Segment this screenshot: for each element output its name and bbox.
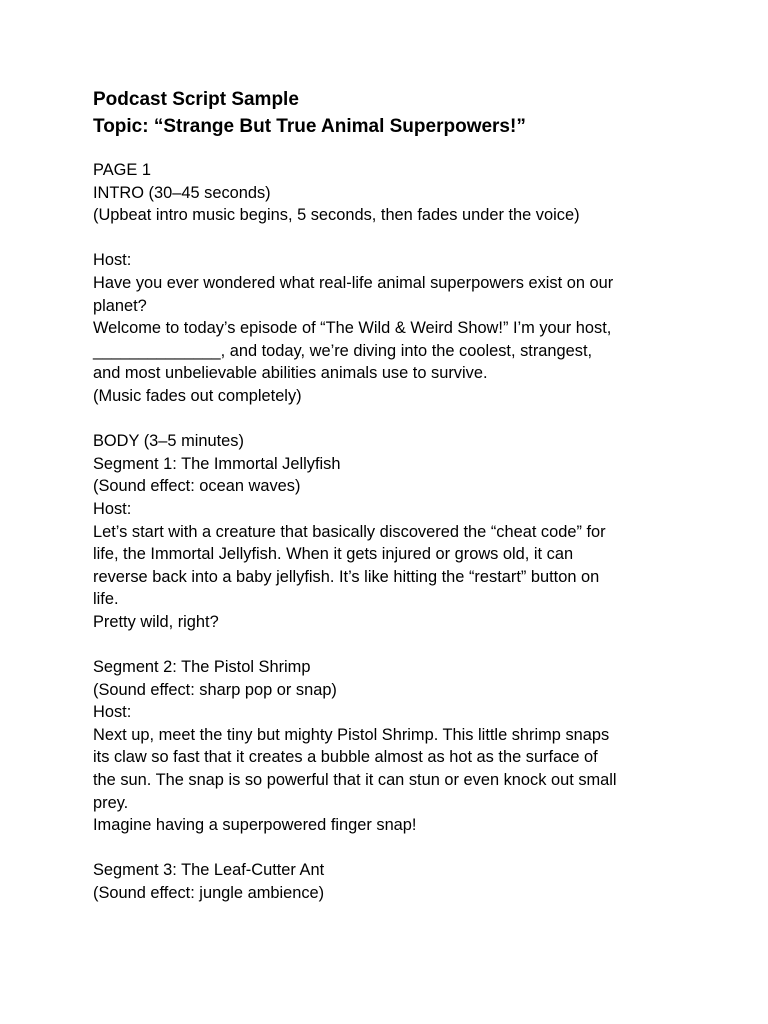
segment1-text: Let’s start with a creature that basically discovered the “cheat code” for life, the Immortal Jellyfish. When it gets injured or grows old, it can reverse back into a baby jellyfish. It’s like hitting the “restart” button on life. [93, 522, 606, 609]
music-out-note: (Music fades out completely) [93, 386, 302, 405]
page-label: PAGE 1 [93, 161, 151, 179]
body-heading: BODY (3–5 minutes) [93, 432, 244, 451]
spacer [93, 408, 693, 431]
segment2-closer: Imagine having a superpowered finger snap! [93, 816, 417, 835]
segment1-host-label: Host: [93, 499, 132, 518]
spacer [93, 227, 693, 250]
spacer [93, 140, 693, 159]
segment2-text: Next up, meet the tiny but mighty Pistol Shrimp. This little shrimp snaps its claw so fast that it creates a bubble almost as hot as the surface of the sun. The snap is so powerful that it can stun or even knock out small prey. [93, 725, 617, 812]
segment2-title: Segment 2: The Pistol Shrimp [93, 658, 311, 677]
segment1-title: Segment 1: The Immortal Jellyfish [93, 454, 341, 473]
segment3-sfx: (Sound effect: jungle ambience) [93, 884, 325, 902]
spacer [93, 837, 693, 860]
intro-heading: INTRO (30–45 seconds) [93, 183, 271, 202]
segment2-host-label: Host: [93, 703, 132, 722]
host-label: Host: [93, 251, 132, 270]
host-intro-line1: Have you ever wondered what real-life animal superpowers exist on our planet? [93, 273, 614, 315]
document-title: Podcast Script Sample [93, 89, 299, 110]
document-page [93, 86, 693, 905]
segment1-closer: Pretty wild, right? [93, 612, 219, 631]
spacer [93, 633, 693, 656]
host-intro-line2: Welcome to today’s episode of “The Wild & Weird Show!” I’m your host, ______________, and today, we’re diving into the coolest, strangest, and most unbelievable abilities animals use to survive. [93, 319, 612, 383]
segment1-sfx: (Sound effect: ocean waves) [93, 477, 301, 496]
intro-music-note: (Upbeat intro music begins, 5 seconds, then fades under the voice) [93, 206, 580, 225]
segment3-title: Segment 3: The Leaf-Cutter Ant [93, 861, 325, 880]
document-topic: Topic: “Strange But True Animal Superpowers!” [93, 116, 526, 137]
segment2-sfx: (Sound effect: sharp pop or snap) [93, 680, 337, 699]
